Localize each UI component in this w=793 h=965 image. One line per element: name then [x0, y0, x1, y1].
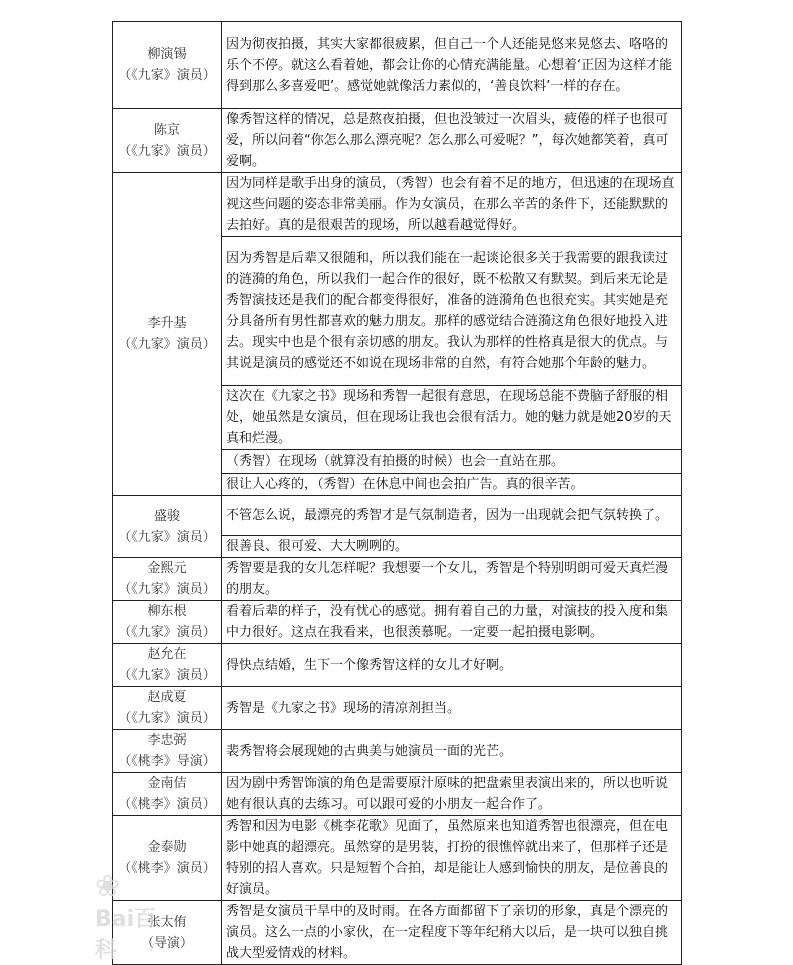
table-row — [113, 901, 682, 965]
quote-cell: 因为同样是歌手出身的演员，（秀智）也会有着不足的地方，但迅速的在现场直视这些问题的姿态非常美丽。作为女演员，在那么辛苦的条件下，还能默默的去拍好。真的是很艰苦的现场，所以越看越觉得好。 — [222, 173, 682, 237]
table-row — [113, 816, 682, 901]
table-row — [113, 730, 682, 773]
speaker-name: 金南佶 — [147, 776, 187, 791]
table-row — [113, 496, 682, 536]
watermark-text: Bai百科 — [95, 907, 157, 963]
table-row — [113, 644, 682, 687]
speaker-cell — [113, 773, 222, 816]
quote-cell: 因为彻夜拍摄，其实大家都很疲累，但自己一个人还能晃悠来晃悠去、咯咯的乐个不停。就这么看着她，都会让你的心情充满能量。心想着‘正因为这样才能得到那么多喜爱吧’。感觉她就像活力素似的，‘善良饮料’一样的存在。 — [222, 22, 682, 109]
quote-cell: 这次在《九家之书》现场和秀智一起很有意思，在现场总能不费脑子舒服的相处，她虽然是女演员，但在现场让我也会很有活力。她的魅力就是她20岁的天真和烂漫。 — [222, 386, 682, 450]
speaker-role: （《九家》演员） — [118, 143, 216, 159]
speaker-cell — [113, 901, 222, 965]
speaker-name: 赵允在 — [147, 647, 187, 662]
speaker-cell — [113, 687, 222, 730]
quote-cell: 因为秀智是后辈又很随和，所以我们能在一起谈论很多关于我需要的跟我读过的涟漪的角色，所以我们一起合作的很好，既不松散又有默契。到后来无论是秀智演技还是我们的配合都变得很好，准备的涟漪角色也很充实。其实她是充分具备所有男性都喜欢的魅力朋友。那样的感觉结合涟漪这角色很好地投入进去。现实中也是个很有亲切感的朋友。我认为那样的性格真是很大的优点。与其说是演员的感觉还不如说在现场非常的自然，有符合她那个年龄的魅力。 — [222, 237, 682, 386]
quote-cell: 秀智和因为电影《桃李花歌》见面了，虽然原来也知道秀智也很漂亮，但在电影中她真的超漂亮。虽然穿的是男装，打扮的很憔悴就出来了，但那样子还是特别的招人喜欢。只是短暂个合拍，却是能让人感到愉快的朋友，是位善良的好演员。 — [222, 816, 682, 901]
table-row — [113, 601, 682, 644]
table-row — [113, 558, 682, 601]
speaker-name: 陈京 — [153, 122, 180, 138]
table-row — [113, 109, 682, 173]
speaker-role: （《九家》演员） — [118, 625, 216, 640]
table-row — [113, 773, 682, 816]
speaker-role: （《九家》演员） — [118, 529, 216, 545]
quote-cell: 看着后辈的样子，没有忧心的感觉。拥有着自己的力量，对演技的投入度和集中力很好。这点在我看来，也很羡慕呢。一定要一起拍摄电影啊。 — [222, 601, 682, 644]
speaker-cell — [113, 644, 222, 687]
speaker-name: 李忠弼 — [147, 733, 187, 748]
speaker-name: 李升基 — [147, 316, 187, 331]
table-row — [113, 687, 682, 730]
speaker-cell — [113, 496, 222, 558]
quote-cell: 很让人心疼的，（秀智）在休息中间也会拍广告。真的很辛苦。 — [222, 474, 682, 496]
quote-cell: 裴秀智将会展现她的古典美与她演员一面的光芒。 — [222, 730, 682, 773]
quote-cell: 很善良、很可爱、大大咧咧的。 — [222, 536, 682, 558]
speaker-cell — [113, 109, 222, 173]
speaker-name: 盛骏 — [153, 508, 180, 524]
speaker-role: （《桃李》演员） — [118, 797, 216, 812]
speaker-cell — [113, 816, 222, 901]
quote-cell: （秀智）在现场（就算没有拍摄的时候）也会一直站在那。 — [222, 450, 682, 474]
paw-icon: ❀ — [95, 869, 121, 904]
speaker-role: （《九家》演员） — [118, 68, 216, 83]
speaker-role: （《九家》演员） — [118, 582, 216, 597]
quote-cell: 秀智要是我的女儿怎样呢？我想要一个女儿，秀智是个特别明朗可爱天真烂漫的朋友。 — [222, 558, 682, 601]
speaker-name: 赵成夏 — [147, 690, 187, 705]
quote-cell: 秀智是《九家之书》现场的清凉剂担当。 — [222, 687, 682, 730]
speaker-role: （《九家》演员） — [118, 337, 216, 352]
quote-cell: 像秀智这样的情况，总是熬夜拍摄，但也没皱过一次眉头，疲倦的样子也很可爱，所以问着“你怎么那么漂亮呢？怎么那么可爱呢？”，每次她都笑着，真可爱啊。 — [222, 109, 682, 173]
speaker-name: 柳演锡 — [147, 47, 187, 62]
speaker-name: 柳东根 — [147, 604, 187, 619]
quote-cell: 因为剧中秀智饰演的角色是需要原汁原味的把盘索里表演出来的，所以也听说她有很认真的去练习。可以跟可爱的小朋友一起合作了。 — [222, 773, 682, 816]
table-row — [113, 173, 682, 237]
speaker-cell — [113, 601, 222, 644]
quotes-table — [112, 21, 682, 965]
speaker-role: （《桃李》演员） — [118, 861, 216, 876]
quote-cell: 秀智是女演员干旱中的及时雨。在各方面都留下了亲切的形象，真是个漂亮的演员。这么一点的小家伙，在一定程度下等年纪稍大以后，是一块可以独自挑战大型爱情戏的材料。 — [222, 901, 682, 965]
speaker-cell — [113, 558, 222, 601]
speaker-cell — [113, 730, 222, 773]
speaker-role: （《桃李》导演） — [118, 754, 216, 769]
speaker-role: （《九家》演员） — [118, 668, 216, 683]
quote-cell: 不管怎么说，最漂亮的秀智才是气氛制造者，因为一出现就会把气氛转换了。 — [222, 496, 682, 536]
speaker-role: （《九家》演员） — [118, 711, 216, 726]
speaker-cell — [113, 173, 222, 496]
speaker-name: 金泰勋 — [147, 840, 187, 855]
quote-cell: 得快点结婚，生下一个像秀智这样的女儿才好啊。 — [222, 644, 682, 687]
speaker-name: 张太侑 — [147, 914, 187, 930]
speaker-cell — [113, 22, 222, 109]
table-row — [113, 22, 682, 109]
speaker-name: 金熙元 — [147, 561, 187, 576]
speaker-role: （导演） — [140, 935, 193, 951]
